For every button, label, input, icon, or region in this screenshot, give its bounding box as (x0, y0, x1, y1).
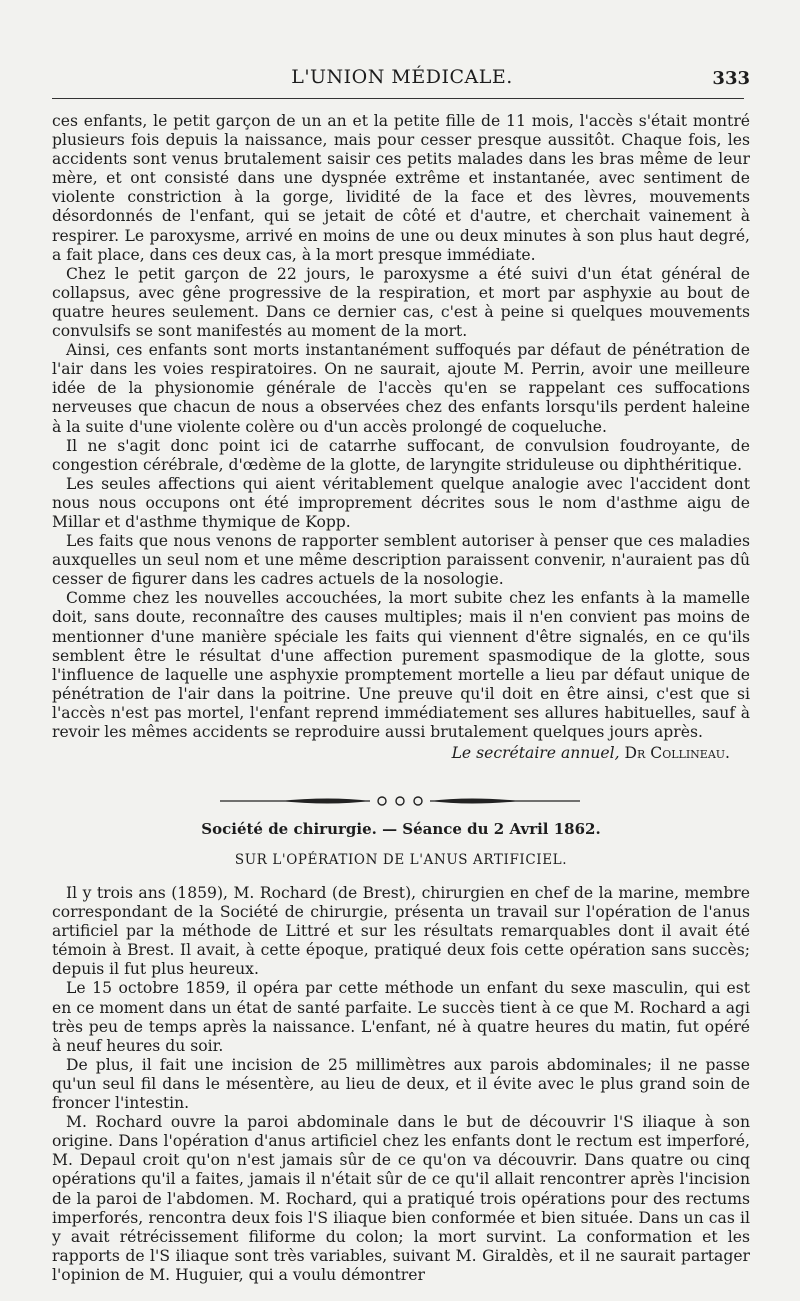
section-divider-ornament (220, 794, 580, 808)
page-number: 333 (712, 68, 750, 89)
paragraph: Le 15 octobre 1859, il opéra par cette méthode un enfant du sexe masculin, qui est en ce moment dans un état de santé parfaite. Le succès tient à ce que M. Rochard a agi très peu de temps après la naissance. L'enfant, né à quatre heures du matin, fut opéré à neuf heures du soir. (52, 979, 750, 1055)
paragraph: Comme chez les nouvelles accouchées, la mort subite chez les enfants à la mamelle doit, sans doute, reconnaître des causes multiples; mais il n'en convient pas moins de mentionner d'une manière spéciale les faits qui viennent d'être signalés, en ce qu'ils semblent être le résultat d'une affection purement spasmodique de la glotte, sous l'influence de laquelle une asphyxie promptement mortelle a lieu par défaut unique de pénétration de l'air dans la poitrine. Une preuve qu'il doit en être ainsi, c'est que si l'accès n'est pas mortel, l'enfant reprend immédiatement ses allures habituelles, sauf à revoir les mêmes accidents se reproduire aussi brutalement quelques jours après. (52, 589, 750, 741)
signature-role: Le secrétaire annuel, (451, 744, 620, 763)
paragraph: Ainsi, ces enfants sont morts instantanément suffoqués par défaut de pénétration de l'air dans les voies respiratoires. On ne saurait, ajoute M. Perrin, avoir une meilleure idée de la physionomie générale de l'accès qu'en se rappelant ces suffocations nerveuses que chacun de nous a observées chez des enfants lorsqu'ils perdent haleine à la suite d'une violente colère ou d'un accès prolongé de coqueluche. (52, 341, 750, 436)
signature (52, 744, 750, 763)
running-header (52, 62, 752, 98)
journal-title: L'UNION MÉDICALE. (291, 66, 513, 88)
paragraph: Les seules affections qui aient véritablement quelque analogie avec l'accident dont nous nous occupons ont été improprement décrites sous le nom d'asthme aigu de Millar et d'asthme thymique de Kopp. (52, 474, 750, 531)
paragraph: Les faits que nous venons de rapporter semblent autoriser à penser que ces maladies auxquelles un seul nom et une même description paraissent convenir, n'auraient pas dû cesser de figurer dans les cadres actuels de la nosologie. (52, 532, 750, 589)
signature-name: Dr Collineau. (624, 744, 730, 763)
section-subtitle: SUR L'OPÉRATION DE L'ANUS ARTIFICIEL. (234, 852, 568, 868)
paragraph: Il ne s'agit donc point ici de catarrhe suffocant, de convulsion foudroyante, de congestion cérébrale, d'œdème de la glotte, de laryngite striduleuse ou diphthéritique. (52, 436, 750, 474)
paragraph: M. Rochard ouvre la paroi abdominale dans le but de découvrir l'S iliaque à son origine. Dans l'opération d'anus artificiel chez les enfants dont le rectum est imperforé, M. Depaul croit qu'on n'est jamais sûr de ce qu'on va découvrir. Dans quatre ou cinq opérations qu'il a faites, jamais il n'était sûr de ce qu'il allait rencontrer après l'incision de la paroi de l'abdomen. M. Rochard, qui a pratiqué trois opérations pour des rectums imperforés, rencontra deux fois l'S iliaque bien conformée et bien située. Dans un cas il y avait rétrécissement filiforme du colon; la mort survint. La conformation et les rapports de l'S iliaque sont très variables, suivant M. Giraldès, et il ne saurait partager l'opinion de M. Huguier, qui a voulu démontrer (52, 1113, 750, 1284)
paragraph: ces enfants, le petit garçon de un an et la petite fille de 11 mois, l'accès s'était montré plusieurs fois depuis la naissance, mais pour cesser presque aussitôt. Chaque fois, les accidents sont venus brutalement saisir ces petits malades dans les bras même de leur mère, et ont consisté dans une dyspnée extrême et instantanée, avec sentiment de violente constriction à la gorge, lividité de la face et des lèvres, mouvements désordonnés de l'enfant, qui se jetait de côté et d'autre, et cherchait vainement à respirer. Le paroxysme, arrivé en moins de une ou deux minutes à son plus haut degré, a fait place, dans ces deux cas, à la mort presque immédiate. (52, 112, 750, 264)
header-rule (52, 98, 744, 99)
paragraph: Il y trois ans (1859), M. Rochard (de Brest), chirurgien en chef de la marine, membre correspondant de la Société de chirurgie, présenta un travail sur l'opération de l'anus artificiel par la méthode de Littré et sur les résultats remarquables dont il avait été témoin à Brest. Il avait, à cette époque, pratiqué deux fois cette opération sans succès; depuis il fut plus heureux. (52, 884, 750, 979)
paragraph: De plus, il fait une incision de 25 millimètres aux parois abdominales; il ne passe qu'un seul fil dans le mésentère, au lieu de deux, et il évite avec le plus grand soin de froncer l'intestin. (52, 1055, 750, 1113)
section-title: Société de chirurgie. — Séance du 2 Avril 1862. (201, 820, 601, 838)
section-body (52, 884, 750, 1285)
report-continuation (52, 112, 750, 763)
paragraph: Chez le petit garçon de 22 jours, le paroxysme a été suivi d'un état général de collapsus, avec gêne progressive de la respiration, et mort par asphyxie au bout de quatre heures seulement. Dans ce dernier cas, c'est à peine si quelques mouvements convulsifs se sont manifestés au moment de la mort. (52, 264, 750, 341)
